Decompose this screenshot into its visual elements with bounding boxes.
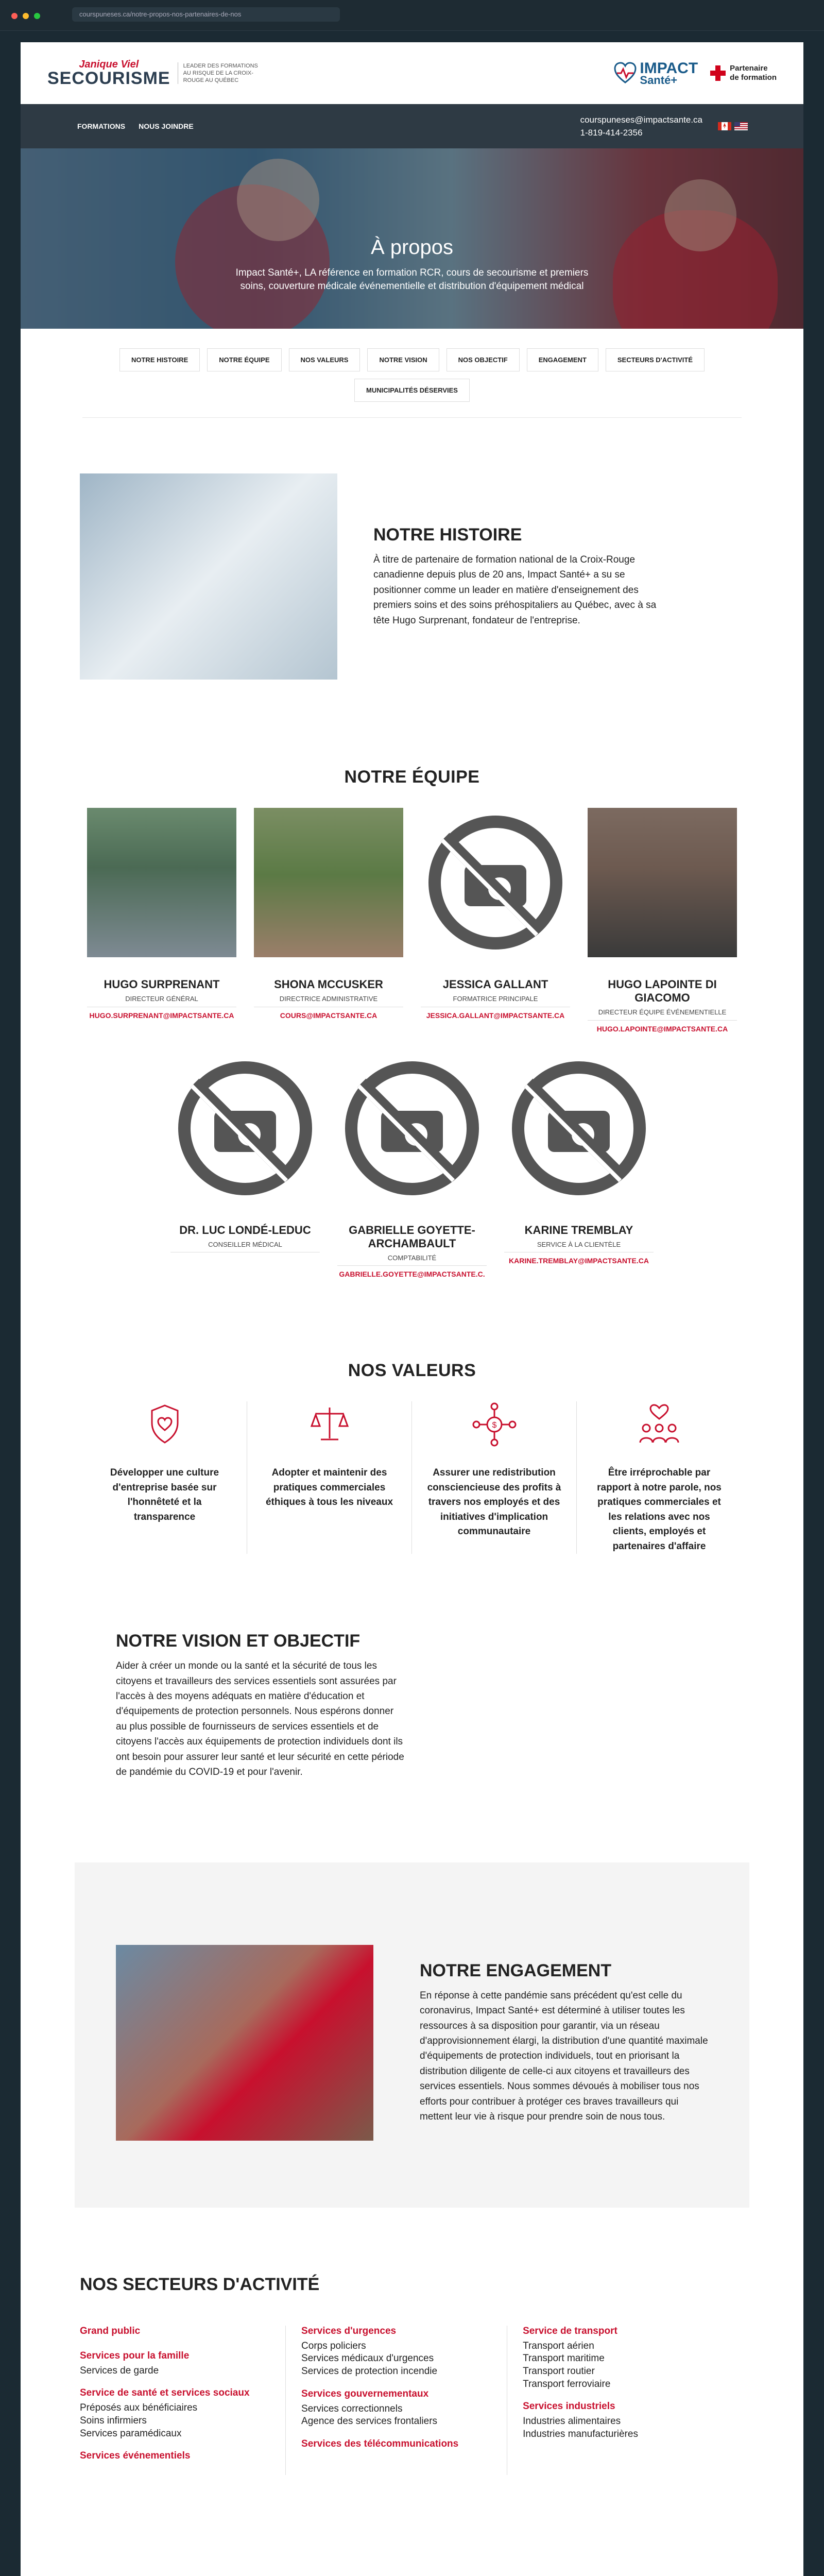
heart-icon [614, 62, 637, 84]
impact-sante-logo[interactable] [614, 61, 698, 86]
brand[interactable] [47, 59, 265, 87]
team-grid [77, 808, 747, 1278]
histoire-text: À titre de partenaire de formation national de la Croix-Rouge canadienne depuis plus de 20 ans, Impact Santé+ a su se positionner comme un leader en matière d'enseignement des premiers soins et des soins préhospitaliers au Québec, avec à sa tête Hugo Surprenant, fondateur de l'entreprise. [373, 554, 657, 626]
sector-item: Services correctionnels [301, 2403, 403, 2414]
tab-secteurs[interactable]: SECTEURS D'ACTIVITÉ [606, 348, 705, 371]
shield-heart-icon [142, 1401, 188, 1448]
sector-item: Services médicaux d'urgences [301, 2353, 434, 2364]
member-name: HUGO SURPRENANT [104, 978, 220, 991]
team-member [254, 808, 403, 1033]
address-bar[interactable]: courspuneses.ca/notre-propos-nos-partenaires-de-nos [72, 7, 340, 22]
member-email[interactable]: GABRIELLE.GOYETTE@IMPACTSANTE.C. [337, 1265, 487, 1278]
nav-phone[interactable]: 1-819-414-2356 [580, 128, 643, 138]
sector-heading: Service de transport [523, 2325, 617, 2336]
engagement-section [75, 1862, 749, 2208]
member-email[interactable]: COURS@IMPACTSANTE.CA [254, 1007, 403, 1020]
histoire-photo [80, 473, 337, 680]
brand-line2: SECOURISME [47, 69, 170, 88]
histoire-title: NOTRE HISTOIRE [373, 524, 522, 545]
member-email[interactable]: HUGO.LAPOINTE@IMPACTSANTE.CA [588, 1020, 737, 1033]
sector-columns [80, 2326, 744, 2476]
values-grid [77, 1401, 747, 1554]
partner2-line1: Partenaire [730, 63, 768, 73]
member-role: DIRECTEUR ÉQUIPE ÉVÉNEMENTIELLE [598, 1008, 727, 1016]
partner2-line2: de formation [730, 73, 777, 82]
nav-links [77, 122, 194, 130]
team-section [21, 680, 803, 1278]
member-email[interactable]: JESSICA.GALLANT@IMPACTSANTE.CA [421, 1007, 570, 1020]
brand-logo[interactable] [47, 59, 170, 87]
red-cross-icon [710, 65, 726, 81]
window-controls[interactable] [11, 13, 40, 19]
member-photo [87, 808, 236, 957]
sector-item: Industries manufacturières [523, 2429, 638, 2440]
close-window-icon[interactable] [11, 13, 18, 19]
vision-text: Aider à créer un monde ou la santé et la sécurité de tous les citoyens et travailleurs des services essentiels sont assurées par l'accès à des moyens adéquats en matière d'éducation et d'équipements de protection personnels. Nous espérons donner au plus possible de fournisseurs de services essentiels et de citoyens l'accès aux équipements de protection individuels dont ils ont besoin pour assurer leur santé et leur sécurité en cette période de pandémie du COVID-19 et pour l'avenir. [116, 1660, 404, 1778]
minimize-window-icon[interactable] [23, 13, 29, 19]
vision-section [80, 1554, 744, 1780]
value-item [577, 1401, 742, 1554]
member-email[interactable]: KARINE.TREMBLAY@IMPACTSANTE.CA [504, 1252, 654, 1265]
sectors-title: NOS SECTEURS D'ACTIVITÉ [80, 2274, 320, 2294]
tab-engagement[interactable]: ENGAGEMENT [527, 348, 598, 371]
team-member [421, 808, 570, 1033]
sector-heading: Services événementiels [80, 2450, 191, 2462]
sector-column [301, 2326, 507, 2476]
sector-item: Préposés aux bénéficiaires [80, 2402, 198, 2414]
people-heart-icon [636, 1401, 682, 1448]
sector-heading: Services pour la famille [80, 2350, 190, 2361]
no-photo-icon [345, 1061, 479, 1195]
value-text: Assurer une redistribution consciencieuse des profits à travers nos employés et des initiatives d'implication communautaire [427, 1467, 561, 1537]
sector-item: Transport aérien [523, 2340, 594, 2351]
canada-flag-icon[interactable] [718, 122, 731, 130]
team-member [170, 1054, 320, 1279]
maximize-window-icon[interactable] [34, 13, 40, 19]
sector-heading: Services gouvernementaux [301, 2388, 429, 2399]
value-text: Adopter et maintenir des pratiques commerciales éthiques à tous les niveaux [265, 1467, 393, 1508]
tab-notre-histoire[interactable]: NOTRE HISTOIRE [119, 348, 200, 371]
nav-nous-joindre[interactable]: NOUS JOINDRE [139, 122, 194, 130]
member-role: SERVICE À LA CLIENTÈLE [537, 1240, 621, 1248]
sector-column [523, 2326, 729, 2476]
no-photo-icon [178, 1061, 312, 1195]
sector-item: Transport ferroviaire [523, 2378, 611, 2389]
team-member [504, 1054, 654, 1279]
value-item [247, 1401, 412, 1554]
member-email[interactable] [170, 1252, 320, 1257]
hero-title: À propos [370, 236, 454, 259]
team-member [87, 808, 236, 1033]
sectors-section [80, 2208, 744, 2476]
member-name: GABRIELLE GOYETTE-ARCHAMBAULT [349, 1223, 475, 1250]
member-name: SHONA MCCUSKER [274, 978, 383, 991]
team-member [337, 1054, 487, 1279]
sector-heading: Grand public [80, 2325, 141, 2336]
member-role: DIRECTEUR GÉNÉRAL [125, 995, 198, 1003]
hero-subtitle: Impact Santé+, LA référence en formation RCR, cours de secourisme et premiers soins, couverture médicale événementielle et distribution d'équipement médical [235, 267, 589, 292]
team-member [588, 808, 737, 1033]
vision-title: NOTRE VISION ET OBJECTIF [116, 1631, 360, 1651]
histoire-section [80, 418, 744, 680]
value-text: Être irréprochable par rapport à notre parole, nos pratiques commerciales et les relations avec nos clients, employés et partenaires d'affaire [597, 1467, 722, 1552]
member-role: CONSEILLER MÉDICAL [208, 1240, 282, 1248]
tab-notre-equipe[interactable]: NOTRE ÉQUIPE [207, 348, 281, 371]
member-name: KARINE TREMBLAY [524, 1223, 633, 1236]
values-title: NOS VALEURS [348, 1361, 476, 1381]
engagement-title: NOTRE ENGAGEMENT [420, 1960, 612, 1980]
page [21, 42, 803, 2576]
svg-text:$: $ [492, 1421, 496, 1430]
member-name: DR. LUC LONDÉ-LEDUC [179, 1223, 311, 1236]
value-item [412, 1401, 577, 1554]
tab-municipalites[interactable]: MUNICIPALITÉS DÉSERVIES [354, 379, 470, 402]
nav-formations[interactable]: FORMATIONS [77, 122, 126, 130]
tab-nos-valeurs[interactable]: NOS VALEURS [289, 348, 360, 371]
sector-column [80, 2326, 286, 2476]
red-cross-partner[interactable] [710, 64, 777, 82]
sector-item: Services de garde [80, 2365, 159, 2376]
sector-item: Transport routier [523, 2365, 595, 2377]
brand-line1: Janique Viel [79, 59, 139, 70]
sector-item: Soins infirmiers [80, 2415, 147, 2426]
member-role: COMPTABILITÉ [387, 1253, 437, 1262]
sector-heading: Services industriels [523, 2401, 615, 2412]
member-name: JESSICA GALLANT [442, 978, 548, 991]
engagement-text: En réponse à cette pandémie sans précédent qu'est celle du coronavirus, Impact Santé+ est déterminé à utiliser toutes les ressources à sa disposition pour garantir, via un réseau d'approvisionnement élargi, la distribution d'une quantité maximale d'équipements de protection individuels, tout en priorisant la distribution diligente de celle-ci aux citoyens et travailleurs des services essentiels. Nous sommes dévoués à mobiliser tous nos efforts pour contribuer à protéger ces braves travailleurs qui mettent leur vie à risque pour prendre soin de nous tous. [420, 1990, 708, 2123]
language-switcher[interactable] [718, 122, 748, 130]
hero-banner [21, 148, 803, 329]
values-section [21, 1278, 803, 1554]
browser-chrome [0, 0, 824, 31]
sector-item: Corps policiers [301, 2340, 366, 2351]
sector-heading: Service de santé et services sociaux [80, 2387, 250, 2399]
impact-line1: IMPACT [640, 59, 698, 77]
usa-flag-icon[interactable] [734, 122, 748, 130]
member-name: HUGO LAPOINTE DI GIACOMO [608, 978, 717, 1004]
sector-item: Industries alimentaires [523, 2416, 621, 2427]
no-photo-icon [512, 1061, 646, 1195]
engagement-photo [116, 1945, 373, 2141]
sector-item: Transport maritime [523, 2353, 605, 2364]
no-photo-icon [428, 816, 562, 950]
main-nav [21, 104, 803, 148]
impact-line2: Santé+ [640, 73, 678, 87]
member-role: DIRECTRICE ADMINISTRATIVE [279, 995, 378, 1003]
sector-item: Agence des services frontaliers [301, 2416, 438, 2427]
sector-item: Services paramédicaux [80, 2428, 182, 2439]
team-title: NOTRE ÉQUIPE [344, 767, 480, 787]
nav-contact [580, 113, 748, 140]
tab-notre-vision[interactable]: NOTRE VISION [367, 348, 439, 371]
value-text: Développer une culture d'entreprise basée sur l'honnêteté et la transparence [110, 1467, 219, 1522]
tab-nos-objectif[interactable]: NOS OBJECTIF [447, 348, 520, 371]
sector-heading: Services des télécommunications [301, 2438, 459, 2450]
scales-icon [306, 1401, 353, 1448]
member-role: FORMATRICE PRINCIPALE [453, 995, 538, 1003]
partner-logos [614, 61, 777, 86]
network-dollar-icon [471, 1401, 518, 1448]
member-photo [588, 808, 737, 957]
nav-email[interactable]: courspuneses@impactsante.ca [580, 114, 702, 125]
section-tabs [82, 329, 742, 418]
value-item [82, 1401, 247, 1554]
brand-tagline: LEADER DES FORMATIONS AU RISQUE DE LA CROIX-ROUGE AU QUÉBEC [178, 62, 265, 84]
member-photo [254, 808, 403, 957]
sector-item: Services de protection incendie [301, 2365, 438, 2377]
member-email[interactable]: HUGO.SURPRENANT@IMPACTSANTE.CA [87, 1007, 236, 1020]
site-header [21, 42, 803, 104]
sector-heading: Services d'urgences [301, 2325, 397, 2336]
